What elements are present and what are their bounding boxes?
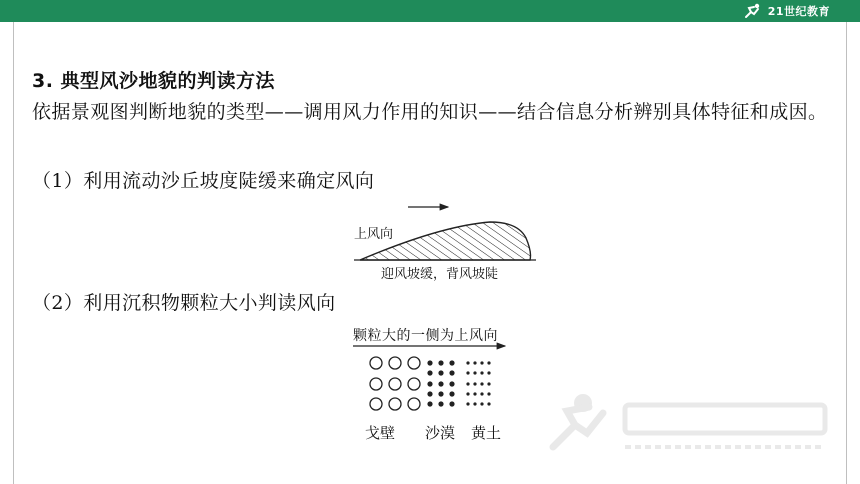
frame-border-left [13, 22, 14, 484]
dune-caption: 迎风坡缓，背风坡陡 [381, 267, 499, 282]
body-paragraph: 依据景观图判断地貌的类型——调用风力作用的知识——结合信息分析辨别具体特征和成因。 [32, 101, 828, 123]
watermark-logo-icon [545, 385, 845, 465]
gobi-pebbles [370, 357, 420, 410]
windward-label: 上风向 [354, 227, 394, 242]
top-header-bar [0, 0, 860, 22]
grain-caption: 颗粒大的一侧为上风向 [353, 328, 498, 344]
method-item-1: （1）利用流动沙丘坡度陡缓来确定风向 [32, 170, 375, 192]
brand-logo [742, 2, 830, 20]
method-item-2: （2）利用沉积物颗粒大小判读风向 [32, 292, 336, 314]
runner-logo-icon [742, 3, 764, 19]
frame-border-right [846, 22, 847, 484]
loess-particles [466, 361, 490, 405]
grain-size-diagram [350, 340, 510, 420]
label-desert: 沙漠 [425, 424, 456, 442]
label-loess: 黄土 [471, 424, 502, 442]
section-title: 3. 典型风沙地貌的判读方法 [32, 70, 276, 92]
label-gobi: 戈壁 [365, 424, 396, 442]
brand-text: 21世纪教育 [767, 5, 830, 18]
sand-grains [427, 360, 454, 406]
